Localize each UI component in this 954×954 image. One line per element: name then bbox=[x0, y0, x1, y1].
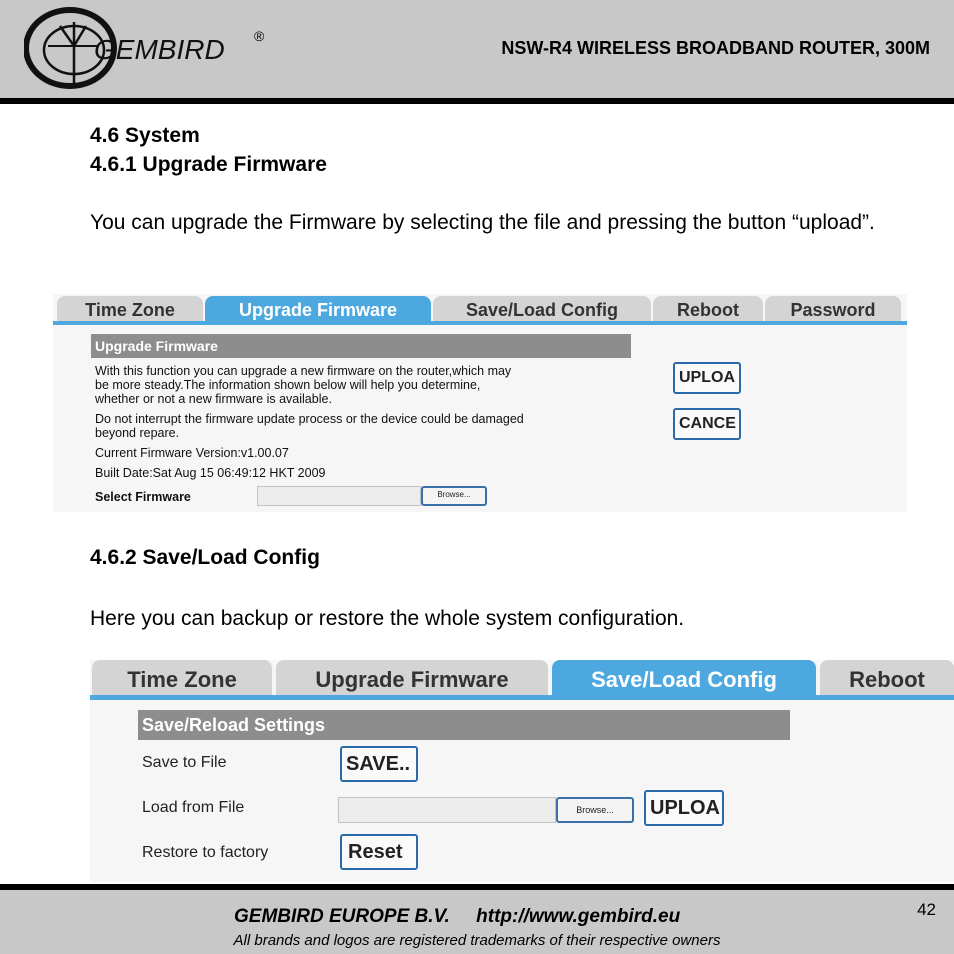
upgrade-firmware-screenshot bbox=[53, 294, 907, 512]
tab-save-load-config[interactable]: Save/Load Config bbox=[433, 296, 651, 323]
firmware-file-input[interactable] bbox=[257, 486, 421, 506]
firmware-version: Current Firmware Version:v1.00.07 bbox=[95, 446, 289, 460]
trademark-note: All brands and logos are registered trademarks of their respective owners bbox=[233, 932, 721, 949]
save-load-config-screenshot bbox=[90, 660, 954, 882]
tab-underline bbox=[90, 695, 954, 700]
paragraph-save-load: Here you can backup or restore the whole system configuration. bbox=[90, 607, 685, 630]
tab-time-zone[interactable]: Time Zone bbox=[57, 296, 203, 323]
load-from-file-label: Load from File bbox=[142, 799, 245, 816]
section-title-bar: Upgrade Firmware bbox=[91, 334, 631, 358]
save-to-file-label: Save to File bbox=[142, 754, 227, 771]
tab-time-zone[interactable]: Time Zone bbox=[92, 660, 272, 696]
company-url[interactable]: http://www.gembird.eu bbox=[476, 906, 681, 927]
cancel-button[interactable]: CANCE bbox=[673, 408, 741, 440]
gembird-logo bbox=[24, 6, 265, 90]
tab-reboot[interactable]: Reboot bbox=[653, 296, 763, 323]
save-button[interactable]: SAVE.. bbox=[340, 746, 418, 782]
info-line: With this function you can upgrade a new firmware on the router,which may bbox=[95, 364, 512, 378]
upload-button[interactable]: UPLOA bbox=[673, 362, 741, 394]
warning-line: Do not interrupt the firmware update process or the device could be damaged bbox=[95, 412, 524, 426]
warning-line: beyond repare. bbox=[95, 426, 180, 440]
reset-button[interactable]: Reset bbox=[340, 834, 418, 870]
heading-upgrade-firmware: 4.6.1 Upgrade Firmware bbox=[90, 153, 327, 176]
browse-button[interactable]: Browse... bbox=[421, 486, 487, 506]
heading-save-load-config: 4.6.2 Save/Load Config bbox=[90, 546, 320, 569]
footer-company bbox=[234, 906, 680, 928]
logo-wordmark: GEMBIRD bbox=[94, 34, 225, 65]
page-number: 42 bbox=[917, 900, 936, 919]
built-date: Built Date:Sat Aug 15 06:49:12 HKT 2009 bbox=[95, 466, 326, 480]
upload-button[interactable]: UPLOA bbox=[644, 790, 724, 826]
tab-save-load-config[interactable]: Save/Load Config bbox=[552, 660, 816, 696]
heading-system: 4.6 System bbox=[90, 124, 200, 147]
config-file-input[interactable] bbox=[338, 797, 556, 823]
select-firmware-label: Select Firmware bbox=[95, 490, 191, 504]
section-title-bar: Save/Reload Settings bbox=[138, 710, 790, 740]
tab-reboot[interactable]: Reboot bbox=[820, 660, 954, 696]
info-line: be more steady.The information shown below will help you determine, bbox=[95, 378, 481, 392]
tab-underline bbox=[53, 321, 907, 325]
company-name: GEMBIRD EUROPE B.V. bbox=[234, 906, 450, 927]
browse-button[interactable]: Browse... bbox=[556, 797, 634, 823]
page-header bbox=[0, 0, 954, 104]
tab-password[interactable]: Password bbox=[765, 296, 901, 323]
info-line: whether or not a new firmware is available. bbox=[95, 392, 332, 406]
registered-mark: ® bbox=[254, 28, 265, 44]
document-title: NSW-R4 WIRELESS BROADBAND ROUTER, 300M bbox=[501, 38, 930, 58]
page-footer bbox=[0, 884, 954, 954]
paragraph-upgrade: You can upgrade the Firmware by selecting the file and pressing the button “upload”. bbox=[90, 211, 875, 234]
tab-upgrade-firmware[interactable]: Upgrade Firmware bbox=[205, 296, 431, 323]
restore-factory-label: Restore to factory bbox=[142, 844, 269, 861]
tab-upgrade-firmware[interactable]: Upgrade Firmware bbox=[276, 660, 548, 696]
